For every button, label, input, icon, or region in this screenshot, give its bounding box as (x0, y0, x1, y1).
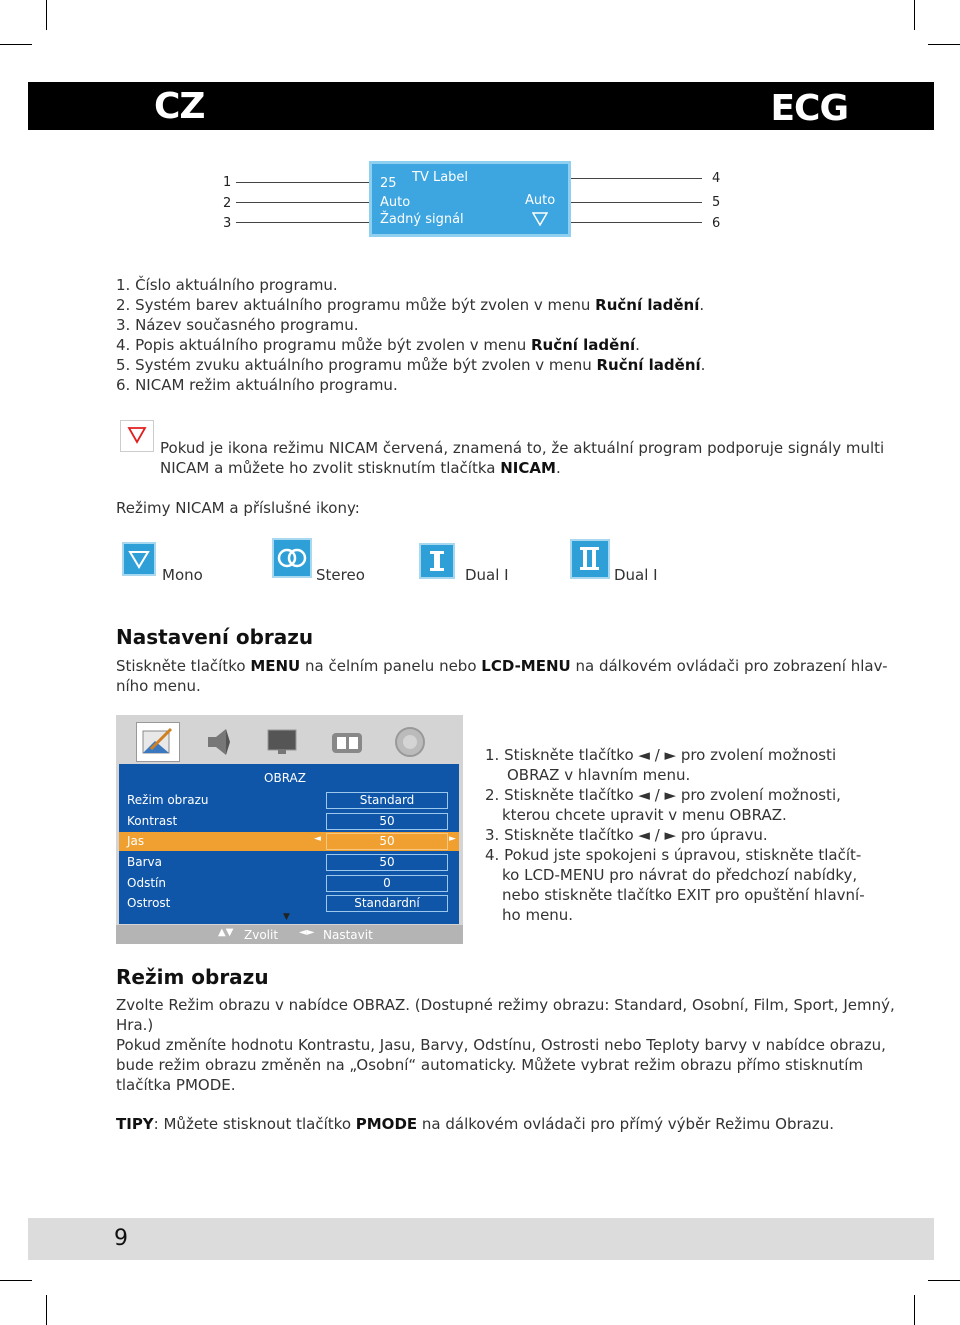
mode-label: Dual I (465, 566, 509, 584)
menu-row[interactable] (119, 791, 459, 810)
menu-row-selected[interactable] (119, 832, 459, 851)
list-item: 1. Číslo aktuálního programu. (116, 276, 338, 294)
row-value: Standardní (326, 895, 448, 912)
list-item: 5. Systém zvuku aktuálního programu může být zvolen v menu Ruční ladění. (116, 356, 706, 374)
stereo-icon (272, 538, 312, 578)
crop-mark (928, 1280, 960, 1281)
step-line: OBRAZ v hlavním menu. (507, 766, 691, 784)
program-number: 25 (380, 176, 397, 191)
page-footer (28, 1218, 934, 1260)
crop-mark (914, 1295, 915, 1325)
crop-mark (0, 1280, 32, 1281)
step-line: 1. Stiskněte tlačítko ◄ / ► pro zvolení možnosti (485, 746, 837, 764)
list-item: 2. Systém barev aktuálního programu může být zvolen v menu Ruční ladění. (116, 296, 705, 314)
row-label: Režim obrazu (127, 793, 209, 807)
crop-mark (46, 1295, 47, 1325)
crop-mark (928, 44, 960, 45)
menu-row[interactable] (119, 874, 459, 893)
crop-mark (0, 44, 32, 45)
callout-line (560, 202, 702, 203)
dual-1-icon (419, 543, 455, 579)
section-heading: Nastavení obrazu (116, 625, 314, 649)
callout-2: 2 (223, 196, 232, 211)
list-item: 3. Název současného programu. (116, 316, 359, 334)
list-item: 6. NICAM režim aktuálního programu. (116, 376, 398, 394)
timer-tab-icon[interactable] (328, 725, 368, 757)
callout-3: 3 (223, 216, 232, 231)
crop-mark (46, 0, 47, 30)
row-label: Jas (127, 834, 145, 848)
row-label: Kontrast (127, 814, 178, 828)
tip-paragraph: TIPY: Můžete stisknout tlačítko PMODE na dálkovém ovládači pro přímý výběr Režimu Obrazu. (116, 1115, 834, 1133)
nicam-red-icon (120, 420, 154, 452)
menu-row[interactable] (119, 812, 459, 831)
menu-row[interactable] (119, 894, 459, 913)
arrow-right-icon: ► (449, 834, 456, 844)
sound-system: Auto (525, 193, 556, 208)
row-label: Barva (127, 855, 162, 869)
callout-1: 1 (223, 175, 232, 190)
mode-label: Stereo (316, 566, 365, 584)
section-heading: Režim obrazu (116, 965, 269, 989)
scroll-down-icon[interactable]: ▼ (283, 912, 290, 922)
mode-label: Dual I (614, 566, 658, 584)
callout-line (236, 222, 376, 223)
setup-tab-icon[interactable] (392, 724, 428, 760)
step-line: 3. Stiskněte tlačítko ◄ / ► pro úpravu. (485, 826, 768, 844)
menu-footer (116, 925, 463, 944)
osd-info-box (369, 161, 571, 237)
callout-line (236, 182, 376, 183)
menu-row[interactable] (119, 853, 459, 872)
nicam-note: Pokud je ikona režimu NICAM červená, znamená to, že aktuální program podporuje signály multi NICAM a můžete ho zvolit stisknutím tlačítka NICAM. (160, 439, 885, 477)
color-system: Auto (380, 195, 411, 210)
select-hint: Zvolit (244, 928, 279, 942)
up-down-arrows-icon: ▲▼ (218, 927, 234, 938)
adjust-hint: Nastavit (323, 928, 373, 942)
nicam-mono-icon (532, 212, 548, 226)
row-label: Ostrost (127, 896, 171, 910)
section-paragraph: Stiskněte tlačítko MENU na čelním panelu nebo LCD-MENU na dálkovém ovládači pro zobrazení hlav- ního menu. (116, 657, 888, 695)
callout-line (236, 202, 376, 203)
callout-5: 5 (712, 195, 721, 210)
list-item: 4. Popis aktuálního programu může být zvolen v menu Ruční ladění. (116, 336, 640, 354)
brand-logo: ECG (770, 88, 848, 129)
row-value: Standard (326, 792, 448, 809)
step-line: ho menu. (502, 906, 574, 924)
screen-tab-icon[interactable] (266, 727, 298, 757)
arrow-left-icon: ◄ (314, 834, 321, 844)
row-value: 0 (326, 875, 448, 892)
section-paragraph: Zvolte Režim obrazu v nabídce OBRAZ. (Dostupné režimy obrazu: Standard, Osobní, Film, Sport, Jemný, Hra.) Pokud změníte hodnotu Kontrastu, Jasu, Barvy, Odstínu, Ostrosti nebo Teploty barvy v nabídce obrazu, bude režim obrazu změněn na „Osobní“ automaticky. Můžete vybrat režim obrazu přímo stisknutím tlačítka PMODE. (116, 996, 895, 1094)
row-label: Odstín (127, 876, 166, 890)
menu-title: OBRAZ (264, 771, 306, 785)
row-value: 50 (326, 854, 448, 871)
page-header (28, 82, 934, 130)
crop-mark (914, 0, 915, 30)
row-value: 50 (326, 813, 448, 830)
step-line: nebo stiskněte tlačítko EXIT pro opuštění hlavní- (502, 886, 865, 904)
dual-2-icon (570, 539, 610, 579)
page-number: 9 (114, 1226, 128, 1251)
callout-6: 6 (712, 216, 721, 231)
callout-line (560, 222, 702, 223)
sound-tab-icon[interactable] (204, 725, 238, 759)
nicam-modes-heading: Režimy NICAM a příslušné ikony: (116, 499, 360, 517)
left-right-arrows-icon: ◄► (299, 927, 315, 938)
mono-icon (122, 542, 156, 576)
step-line: 4. Pokud jste spokojeni s úpravou, stiskněte tlačít- (485, 846, 862, 864)
step-line: ko LCD-MENU pro návrat do předchozí nabídky, (502, 866, 858, 884)
picture-menu (116, 715, 463, 944)
row-value: 50 (326, 833, 448, 850)
signal-status: Žadný signál (380, 212, 464, 227)
step-line: 2. Stiskněte tlačítko ◄ / ► pro zvolení možnosti, (485, 786, 841, 804)
language-code: CZ (154, 86, 205, 127)
step-line: kterou chcete upravit v menu OBRAZ. (502, 806, 787, 824)
callout-4: 4 (712, 171, 721, 186)
tv-label: TV Label (412, 170, 469, 185)
mode-label: Mono (162, 566, 203, 584)
picture-tab-icon[interactable] (136, 722, 180, 762)
